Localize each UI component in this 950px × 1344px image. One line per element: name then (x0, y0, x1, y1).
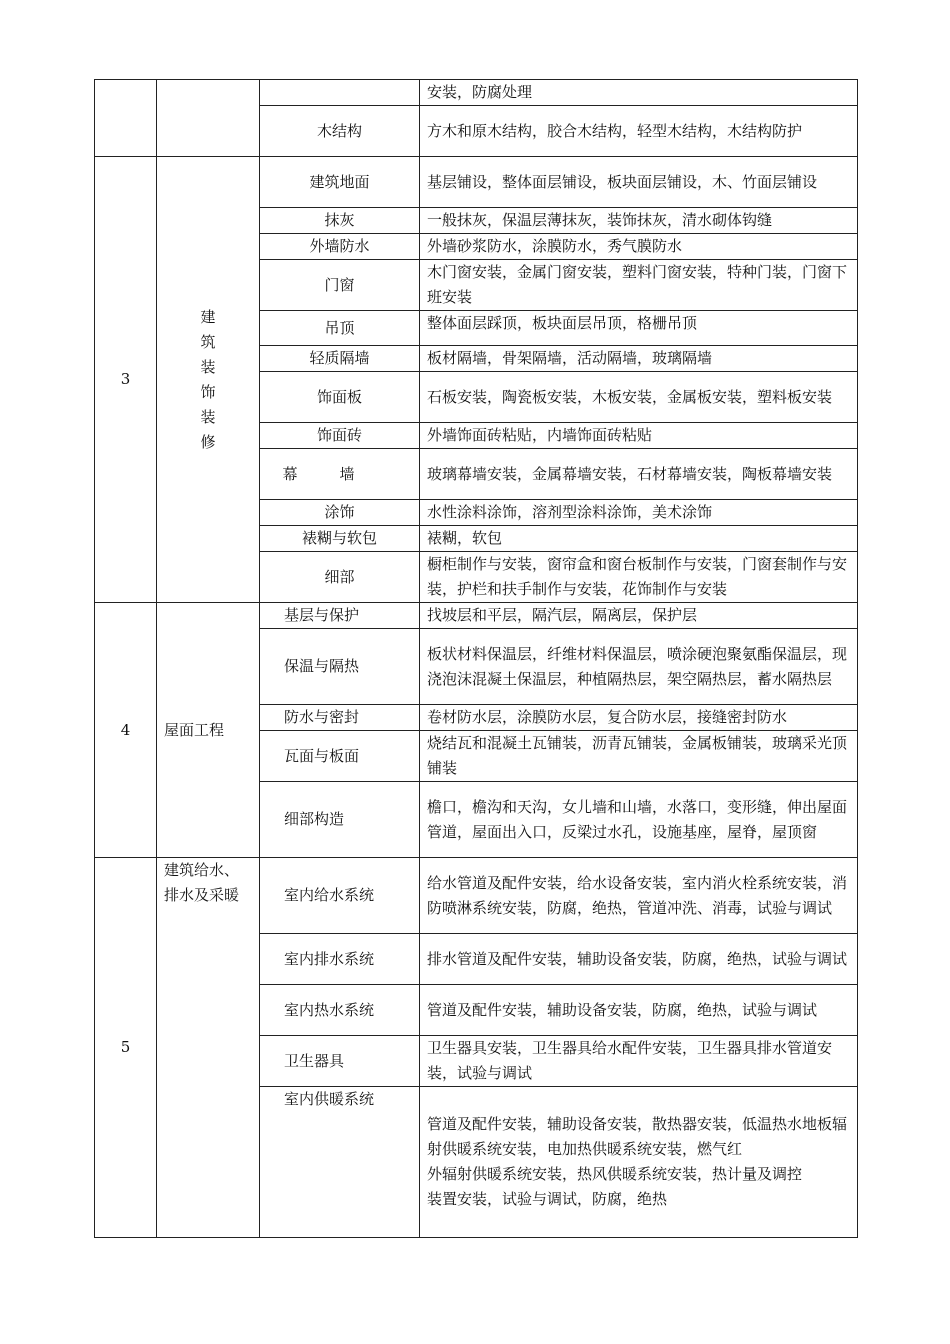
subsection-cell: 瓦面与板面 (260, 731, 420, 782)
table-row (95, 603, 858, 629)
item-number-cell (95, 80, 157, 157)
items-cell: 石板安装，陶瓷板安装，木板安装，金属板安装，塑料板安装 (420, 372, 858, 423)
items-cell: 卫生器具安装，卫生器具给水配件安装，卫生器具排水管道安装，试验与调试 (420, 1036, 858, 1087)
table-row (95, 858, 858, 934)
subsection-cell: 室内供暖系统 (260, 1087, 420, 1238)
items-line: 管道及配件安装，辅助设备安装，散热器安装，低温热水地板辐射供暖系统安装，电加热供暖系统安装，燃气红 (427, 1115, 848, 1158)
subsection-cell: 门窗 (260, 260, 420, 311)
subsection-cell: 木结构 (260, 106, 420, 157)
table-row (95, 80, 858, 106)
items-line: 装置安装，试验与调试，防腐，绝热 (427, 1190, 668, 1208)
items-cell: 外墙砂浆防水，涂膜防水，秀气膜防水 (420, 234, 858, 260)
items-cell: 排水管道及配件安装，辅助设备安装，防腐，绝热，试验与调试 (420, 934, 858, 985)
item-number-cell: 3 (95, 157, 157, 603)
subsection-cell: 室内热水系统 (260, 985, 420, 1036)
table-row (95, 157, 858, 208)
section-name-cell (157, 80, 260, 157)
items-cell: 卷材防水层，涂膜防水层，复合防水层，接缝密封防水 (420, 705, 858, 731)
item-number-cell: 4 (95, 603, 157, 858)
subsection-cell: 卫生器具 (260, 1036, 420, 1087)
items-cell: 基层铺设，整体面层铺设，板块面层铺设，木、竹面层铺设 (420, 157, 858, 208)
item-number-cell: 5 (95, 858, 157, 1238)
section-name-cell: 屋面工程 (157, 603, 260, 858)
subsection-cell: 饰面板 (260, 372, 420, 423)
items-cell: 板状材料保温层，纤维材料保温层，喷涂硬泡聚氨酯保温层，现浇泡沫混凝土保温层，种植隔热层，架空隔热层，蓄水隔热层 (420, 629, 858, 705)
section-name-vertical: 建筑装饰装修 (200, 307, 216, 451)
subsection-cell: 细部 (260, 552, 420, 603)
items-cell: 方木和原木结构，胶合木结构，轻型木结构，木结构防护 (420, 106, 858, 157)
subsection-cell: 饰面砖 (260, 423, 420, 449)
items-cell: 外墙饰面砖粘贴，内墙饰面砖粘贴 (420, 423, 858, 449)
items-cell: 水性涂料涂饰，溶剂型涂料涂饰，美术涂饰 (420, 500, 858, 526)
subsection-cell: 裱糊与软包 (260, 526, 420, 552)
items-cell: 玻璃幕墙安装，金属幕墙安装，石材幕墙安装，陶板幕墙安装 (420, 449, 858, 500)
items-cell: 檐口，檐沟和天沟，女儿墙和山墙，水落口，变形缝，伸出屋面管道，屋面出入口，反梁过水孔，设施基座，屋脊，屋顶窗 (420, 782, 858, 858)
items-cell: 整体面层踩顶，板块面层吊顶，格栅吊顶 (420, 311, 858, 346)
construction-items-table (94, 79, 858, 1238)
subsection-cell: 防水与密封 (260, 705, 420, 731)
items-cell: 给水管道及配件安装，给水设备安装，室内消火栓系统安装，消防喷淋系统安装，防腐，绝热，管道冲洗、消毒，试验与调试 (420, 858, 858, 934)
subsection-cell: 细部构造 (260, 782, 420, 858)
items-cell: 板材隔墙，骨架隔墙，活动隔墙，玻璃隔墙 (420, 346, 858, 372)
section-name-cell (157, 157, 260, 603)
items-cell: 一般抹灰，保温层薄抹灰，装饰抹灰，清水砌体钩缝 (420, 208, 858, 234)
subsection-cell: 抹灰 (260, 208, 420, 234)
subsection-cell: 外墙防水 (260, 234, 420, 260)
items-cell: 裱糊，软包 (420, 526, 858, 552)
items-cell: 安装，防腐处理 (420, 80, 858, 106)
subsection-cell: 建筑地面 (260, 157, 420, 208)
subsection-cell: 轻质隔墙 (260, 346, 420, 372)
subsection-cell: 涂饰 (260, 500, 420, 526)
items-cell: 找坡层和平层，隔汽层，隔离层，保护层 (420, 603, 858, 629)
subsection-cell (260, 80, 420, 106)
subsection-label-spaced: 幕墙 (282, 464, 397, 483)
subsection-cell: 保温与隔热 (260, 629, 420, 705)
items-cell: 管道及配件安装，辅助设备安装，防腐，绝热，试验与调试 (420, 985, 858, 1036)
items-cell: 木门窗安装，金属门窗安装，塑料门窗安装，特种门装，门窗下班安装 (420, 260, 858, 311)
items-line: 外辐射供暖系统安装，热风供暖系统安装，热计量及调控 (427, 1165, 803, 1183)
subsection-cell: 室内排水系统 (260, 934, 420, 985)
section-name-cell: 建筑给水、排水及采暖 (157, 858, 260, 1238)
items-cell: 橱柜制作与安装，窗帘盒和窗台板制作与安装，门窗套制作与安装，护栏和扶手制作与安装，花饰制作与安装 (420, 552, 858, 603)
subsection-cell (260, 449, 420, 500)
items-cell: 烧结瓦和混凝土瓦铺装，沥青瓦铺装，金属板铺装，玻璃采光顶铺装 (420, 731, 858, 782)
subsection-cell: 吊顶 (260, 311, 420, 346)
subsection-cell: 基层与保护 (260, 603, 420, 629)
items-cell (420, 1087, 858, 1238)
subsection-cell: 室内给水系统 (260, 858, 420, 934)
